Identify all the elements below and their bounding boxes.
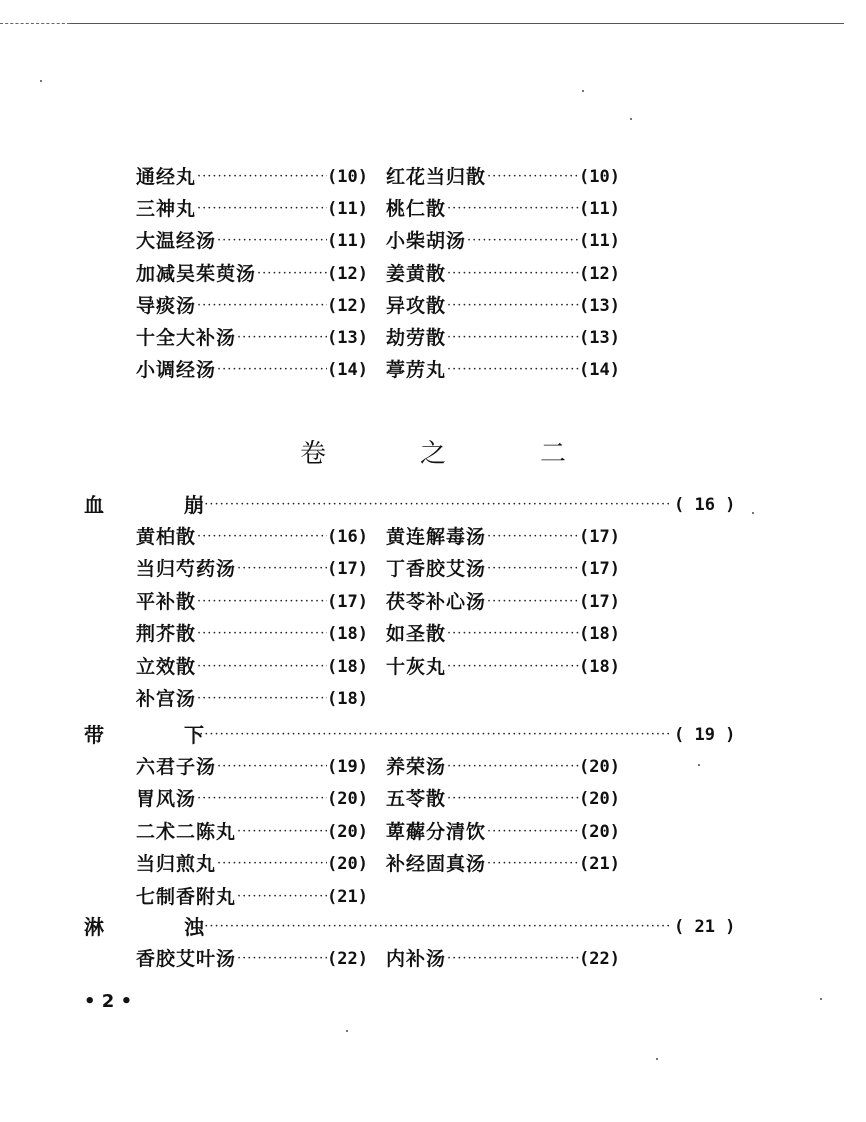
entry-page-ref: (18) bbox=[579, 656, 620, 677]
entry-name: 平补散 bbox=[136, 590, 197, 613]
entry-page-ref: (20) bbox=[327, 789, 368, 810]
section-title bbox=[84, 490, 204, 520]
entry-name: 如圣散 bbox=[386, 623, 447, 646]
dot-leader bbox=[446, 259, 579, 289]
dot-leader bbox=[466, 226, 579, 256]
entry-page-ref: (21) bbox=[579, 854, 620, 875]
toc-entry bbox=[386, 849, 620, 879]
section-title-char: 浊 bbox=[184, 915, 204, 939]
scan-speck bbox=[752, 512, 754, 514]
entry-page-ref: (17) bbox=[579, 591, 620, 612]
toc-row bbox=[0, 355, 866, 385]
page-number: • 2 • bbox=[84, 991, 133, 1012]
toc-row bbox=[0, 944, 866, 974]
dot-leader bbox=[236, 554, 327, 584]
toc-entry bbox=[136, 817, 368, 847]
dot-leader bbox=[196, 587, 327, 617]
entry-page-ref: (20) bbox=[579, 757, 620, 777]
toc-row bbox=[0, 619, 866, 649]
section-title bbox=[84, 912, 204, 942]
entry-page-ref: (11) bbox=[579, 231, 620, 252]
entry-page-ref: (20) bbox=[327, 821, 368, 842]
dot-leader bbox=[256, 259, 327, 289]
entry-page-ref: (20) bbox=[579, 821, 620, 842]
dot-leader bbox=[446, 619, 579, 649]
entry-page-ref: (18) bbox=[579, 624, 620, 645]
entry-page-ref: (22) bbox=[327, 949, 368, 969]
entry-page-ref: (20) bbox=[327, 854, 368, 875]
toc-row bbox=[0, 752, 866, 782]
toc-entry bbox=[136, 849, 368, 879]
dot-leader bbox=[486, 522, 579, 552]
entry-page-ref: (12) bbox=[327, 295, 368, 316]
dot-leader bbox=[216, 849, 327, 879]
toc-row bbox=[0, 259, 866, 289]
toc-entry bbox=[136, 162, 368, 192]
entry-name: 七制香附丸 bbox=[136, 885, 237, 908]
entry-name: 红花当归散 bbox=[386, 166, 487, 188]
toc-entry bbox=[386, 752, 620, 782]
toc-entry bbox=[136, 784, 368, 814]
toc-row bbox=[0, 882, 866, 912]
dot-leader bbox=[196, 784, 327, 814]
dot-leader bbox=[196, 652, 327, 682]
entry-page-ref: (17) bbox=[579, 559, 620, 580]
scan-speck bbox=[698, 764, 700, 766]
section-title-char: 带 bbox=[84, 723, 104, 747]
toc-entry bbox=[386, 554, 620, 584]
entry-page-ref: (19) bbox=[327, 757, 368, 777]
entry-name: 当归芍药汤 bbox=[136, 558, 237, 581]
entry-name: 当归煎丸 bbox=[136, 853, 217, 876]
entry-name: 十灰丸 bbox=[386, 655, 447, 678]
toc-row bbox=[0, 194, 866, 224]
top-rule-dashed bbox=[0, 23, 70, 24]
toc-row bbox=[0, 587, 866, 617]
entry-page-ref: (16) bbox=[327, 527, 368, 547]
dot-leader bbox=[196, 619, 327, 649]
entry-name: 补宫汤 bbox=[136, 688, 197, 710]
scan-speck bbox=[656, 1058, 658, 1060]
entry-page-ref: (10) bbox=[327, 167, 368, 187]
entry-page-ref: (22) bbox=[579, 949, 620, 969]
toc-entry bbox=[386, 323, 620, 353]
toc-entry bbox=[136, 259, 368, 289]
toc-entry bbox=[136, 587, 368, 617]
toc-entry bbox=[386, 162, 620, 192]
toc-entry bbox=[136, 194, 368, 224]
toc-entry bbox=[386, 522, 620, 552]
toc-row bbox=[0, 323, 866, 353]
entry-page-ref: (14) bbox=[327, 360, 368, 381]
entry-name: 姜黄散 bbox=[386, 262, 447, 285]
entry-name: 内补汤 bbox=[386, 948, 447, 970]
dot-leader bbox=[236, 323, 327, 353]
volume-heading: 卷 之 二 bbox=[299, 439, 600, 469]
toc-entry bbox=[386, 817, 620, 847]
toc-row bbox=[0, 849, 866, 879]
toc-entry bbox=[136, 291, 368, 321]
entry-page-ref: (11) bbox=[327, 231, 368, 252]
toc-entry bbox=[386, 355, 620, 385]
section-title-char: 淋 bbox=[84, 915, 104, 939]
entry-page-ref: (13) bbox=[579, 328, 620, 348]
scan-speck bbox=[40, 80, 42, 82]
toc-entry bbox=[136, 619, 368, 649]
entry-page-ref: (12) bbox=[327, 263, 368, 284]
entry-page-ref: (18) bbox=[327, 689, 368, 709]
entry-page-ref: (10) bbox=[579, 167, 620, 187]
entry-name: 六君子汤 bbox=[136, 756, 217, 778]
toc-row bbox=[0, 554, 866, 584]
entry-name: 香胶艾叶汤 bbox=[136, 948, 237, 970]
toc-entry bbox=[386, 944, 620, 974]
dot-leader bbox=[216, 355, 327, 385]
scan-speck bbox=[820, 998, 822, 1000]
entry-page-ref: (21) bbox=[327, 886, 368, 907]
entry-name: 小柴胡汤 bbox=[386, 230, 467, 253]
dot-leader bbox=[486, 817, 579, 847]
entry-name: 荆芥散 bbox=[136, 623, 197, 646]
section-title-char: 崩 bbox=[184, 493, 204, 517]
section-page-ref: ( 19 ) bbox=[674, 725, 736, 745]
dot-leader bbox=[194, 490, 672, 520]
dot-leader bbox=[216, 752, 327, 782]
dot-leader bbox=[446, 355, 579, 385]
toc-row bbox=[0, 817, 866, 847]
entry-page-ref: (13) bbox=[327, 328, 368, 348]
entry-page-ref: (17) bbox=[327, 559, 368, 580]
toc-row bbox=[0, 291, 866, 321]
entry-name: 养荣汤 bbox=[386, 756, 447, 778]
entry-name: 胃风汤 bbox=[136, 788, 197, 811]
entry-name: 导痰汤 bbox=[136, 294, 197, 317]
dot-leader bbox=[236, 882, 327, 912]
dot-leader bbox=[486, 554, 579, 584]
entry-name: 大温经汤 bbox=[136, 230, 217, 253]
entry-name: 十全大补汤 bbox=[136, 327, 237, 349]
entry-name: 补经固真汤 bbox=[386, 853, 487, 876]
toc-entry bbox=[386, 291, 620, 321]
entry-name: 小调经汤 bbox=[136, 359, 217, 382]
dot-leader bbox=[446, 652, 579, 682]
entry-name: 葶苈丸 bbox=[386, 359, 447, 382]
dot-leader bbox=[446, 752, 579, 782]
dot-leader bbox=[486, 587, 579, 617]
dot-leader bbox=[196, 684, 327, 714]
section-page-ref: ( 21 ) bbox=[674, 917, 736, 937]
dot-leader bbox=[194, 912, 672, 942]
entry-name: 桃仁散 bbox=[386, 198, 447, 221]
toc-entry bbox=[386, 259, 620, 289]
dot-leader bbox=[196, 522, 327, 552]
section-heading bbox=[0, 490, 866, 520]
entry-page-ref: (13) bbox=[579, 295, 620, 316]
toc-entry bbox=[136, 554, 368, 584]
toc-entry bbox=[136, 944, 368, 974]
dot-leader bbox=[196, 162, 327, 192]
toc-row bbox=[0, 784, 866, 814]
section-page-ref: ( 16 ) bbox=[674, 495, 736, 515]
entry-name: 茯苓补心汤 bbox=[386, 590, 487, 613]
toc-entry bbox=[386, 194, 620, 224]
toc-entry bbox=[136, 684, 368, 714]
entry-name: 萆薢分清饮 bbox=[386, 820, 487, 843]
toc-entry bbox=[136, 226, 368, 256]
entry-name: 丁香胶艾汤 bbox=[386, 558, 487, 581]
toc-entry bbox=[386, 226, 620, 256]
toc-row bbox=[0, 652, 866, 682]
dot-leader bbox=[216, 226, 327, 256]
dot-leader bbox=[486, 162, 579, 192]
entry-name: 通经丸 bbox=[136, 166, 197, 188]
dot-leader bbox=[446, 323, 579, 353]
entry-page-ref: (11) bbox=[327, 199, 368, 220]
toc-entry bbox=[136, 355, 368, 385]
toc-row bbox=[0, 162, 866, 192]
dot-leader bbox=[446, 291, 579, 321]
entry-name: 二术二陈丸 bbox=[136, 820, 237, 843]
dot-leader bbox=[446, 194, 579, 224]
entry-page-ref: (17) bbox=[579, 527, 620, 547]
toc-entry bbox=[136, 882, 368, 912]
dot-leader bbox=[196, 291, 327, 321]
entry-page-ref: (12) bbox=[579, 263, 620, 284]
scan-speck bbox=[346, 1030, 348, 1032]
scan-speck bbox=[582, 90, 584, 92]
entry-page-ref: (14) bbox=[579, 360, 620, 381]
entry-name: 立效散 bbox=[136, 655, 197, 678]
dot-leader bbox=[236, 817, 327, 847]
entry-name: 异攻散 bbox=[386, 294, 447, 317]
section-title bbox=[84, 720, 204, 750]
entry-page-ref: (20) bbox=[579, 789, 620, 810]
toc-entry bbox=[136, 752, 368, 782]
scan-speck bbox=[630, 118, 632, 120]
section-title-char: 下 bbox=[184, 723, 204, 747]
toc-entry bbox=[386, 784, 620, 814]
entry-name: 三神丸 bbox=[136, 198, 197, 221]
entry-page-ref: (18) bbox=[327, 624, 368, 645]
dot-leader bbox=[236, 944, 327, 974]
section-title-char: 血 bbox=[84, 493, 104, 517]
dot-leader bbox=[486, 849, 579, 879]
entry-name: 加减吴茱萸汤 bbox=[136, 262, 257, 285]
toc-entry bbox=[386, 652, 620, 682]
entry-page-ref: (11) bbox=[579, 199, 620, 220]
toc-row bbox=[0, 226, 866, 256]
toc-row bbox=[0, 684, 866, 714]
entry-name: 黄连解毒汤 bbox=[386, 526, 487, 548]
toc-entry bbox=[136, 323, 368, 353]
dot-leader bbox=[446, 784, 579, 814]
toc-entry bbox=[136, 522, 368, 552]
dot-leader bbox=[196, 194, 327, 224]
dot-leader bbox=[446, 944, 579, 974]
entry-page-ref: (17) bbox=[327, 591, 368, 612]
toc-row bbox=[0, 522, 866, 552]
entry-page-ref: (18) bbox=[327, 656, 368, 677]
toc-entry bbox=[386, 619, 620, 649]
top-rule bbox=[70, 23, 844, 24]
section-heading bbox=[0, 912, 866, 942]
dot-leader bbox=[194, 720, 672, 750]
toc-entry bbox=[386, 587, 620, 617]
toc-entry bbox=[136, 652, 368, 682]
entry-name: 劫劳散 bbox=[386, 327, 447, 349]
section-heading bbox=[0, 720, 866, 750]
entry-name: 五苓散 bbox=[386, 788, 447, 811]
entry-name: 黄柏散 bbox=[136, 526, 197, 548]
